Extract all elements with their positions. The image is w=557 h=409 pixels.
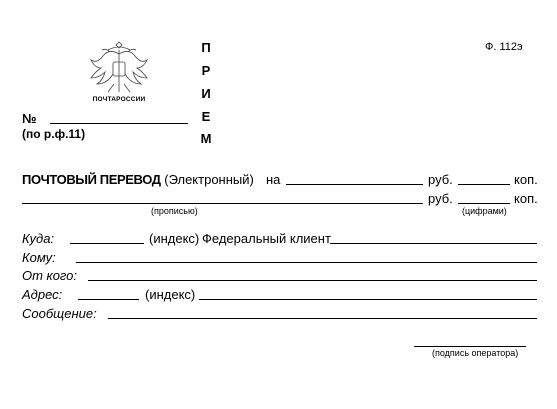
adres-label: Адрес:: [22, 287, 63, 302]
amount-kop-field[interactable]: [458, 184, 510, 185]
transfer-title: [22, 172, 254, 187]
soobshchenie-field[interactable]: [108, 318, 537, 319]
kuda-label: Куда:: [22, 231, 55, 246]
ot-kogo-field[interactable]: [88, 280, 537, 281]
kop-label-2: коп.: [514, 191, 538, 206]
kuda-index-field[interactable]: [70, 243, 144, 244]
kuda-index-label: (индекс): [149, 231, 200, 246]
amount-na-label: на: [266, 172, 281, 187]
kuda-field[interactable]: [330, 243, 537, 244]
amount-digits-kop-field[interactable]: [458, 203, 510, 204]
amount-rub-field[interactable]: [286, 184, 423, 185]
words-hint: (прописью): [151, 206, 198, 216]
number-label: №: [22, 111, 37, 126]
form-reference: (по р.ф.11): [22, 127, 86, 141]
priem-letter-r: Р: [201, 63, 211, 78]
priem-letter-p: П: [201, 40, 211, 55]
title-electronic: (Электронный): [164, 172, 254, 187]
digits-hint: (цифрами): [462, 206, 507, 216]
priem-letter-e: Е: [201, 109, 211, 124]
priem-letter-i: И: [201, 86, 211, 101]
ot-kogo-label: От кого:: [22, 268, 78, 283]
double-headed-eagle-emblem-icon: [86, 38, 152, 96]
amount-words-field[interactable]: [22, 203, 423, 204]
form-code: Ф. 112э: [485, 41, 523, 53]
signature-hint: (подпись оператора): [432, 348, 519, 358]
adres-index-label: (индекс): [145, 287, 196, 302]
federal-client-label: Федеральный клиент: [202, 231, 331, 246]
soobshchenie-label: Сообщение:: [22, 306, 97, 321]
priem-letter-m: М: [200, 131, 212, 146]
komu-field[interactable]: [76, 262, 537, 263]
number-field[interactable]: [50, 123, 188, 124]
org-name: ПОЧТАРОССИИ: [92, 96, 146, 103]
kop-label: коп.: [514, 172, 538, 187]
rub-label: руб.: [428, 172, 453, 187]
title-bold: ПОЧТОВЫЙ ПЕРЕВОД: [22, 172, 161, 187]
operator-signature-field[interactable]: [414, 346, 526, 347]
komu-label: Кому:: [22, 250, 56, 265]
rub-label-2: руб.: [428, 191, 453, 206]
adres-index-field[interactable]: [78, 299, 139, 300]
emblem: [86, 38, 152, 96]
adres-field[interactable]: [199, 299, 537, 300]
